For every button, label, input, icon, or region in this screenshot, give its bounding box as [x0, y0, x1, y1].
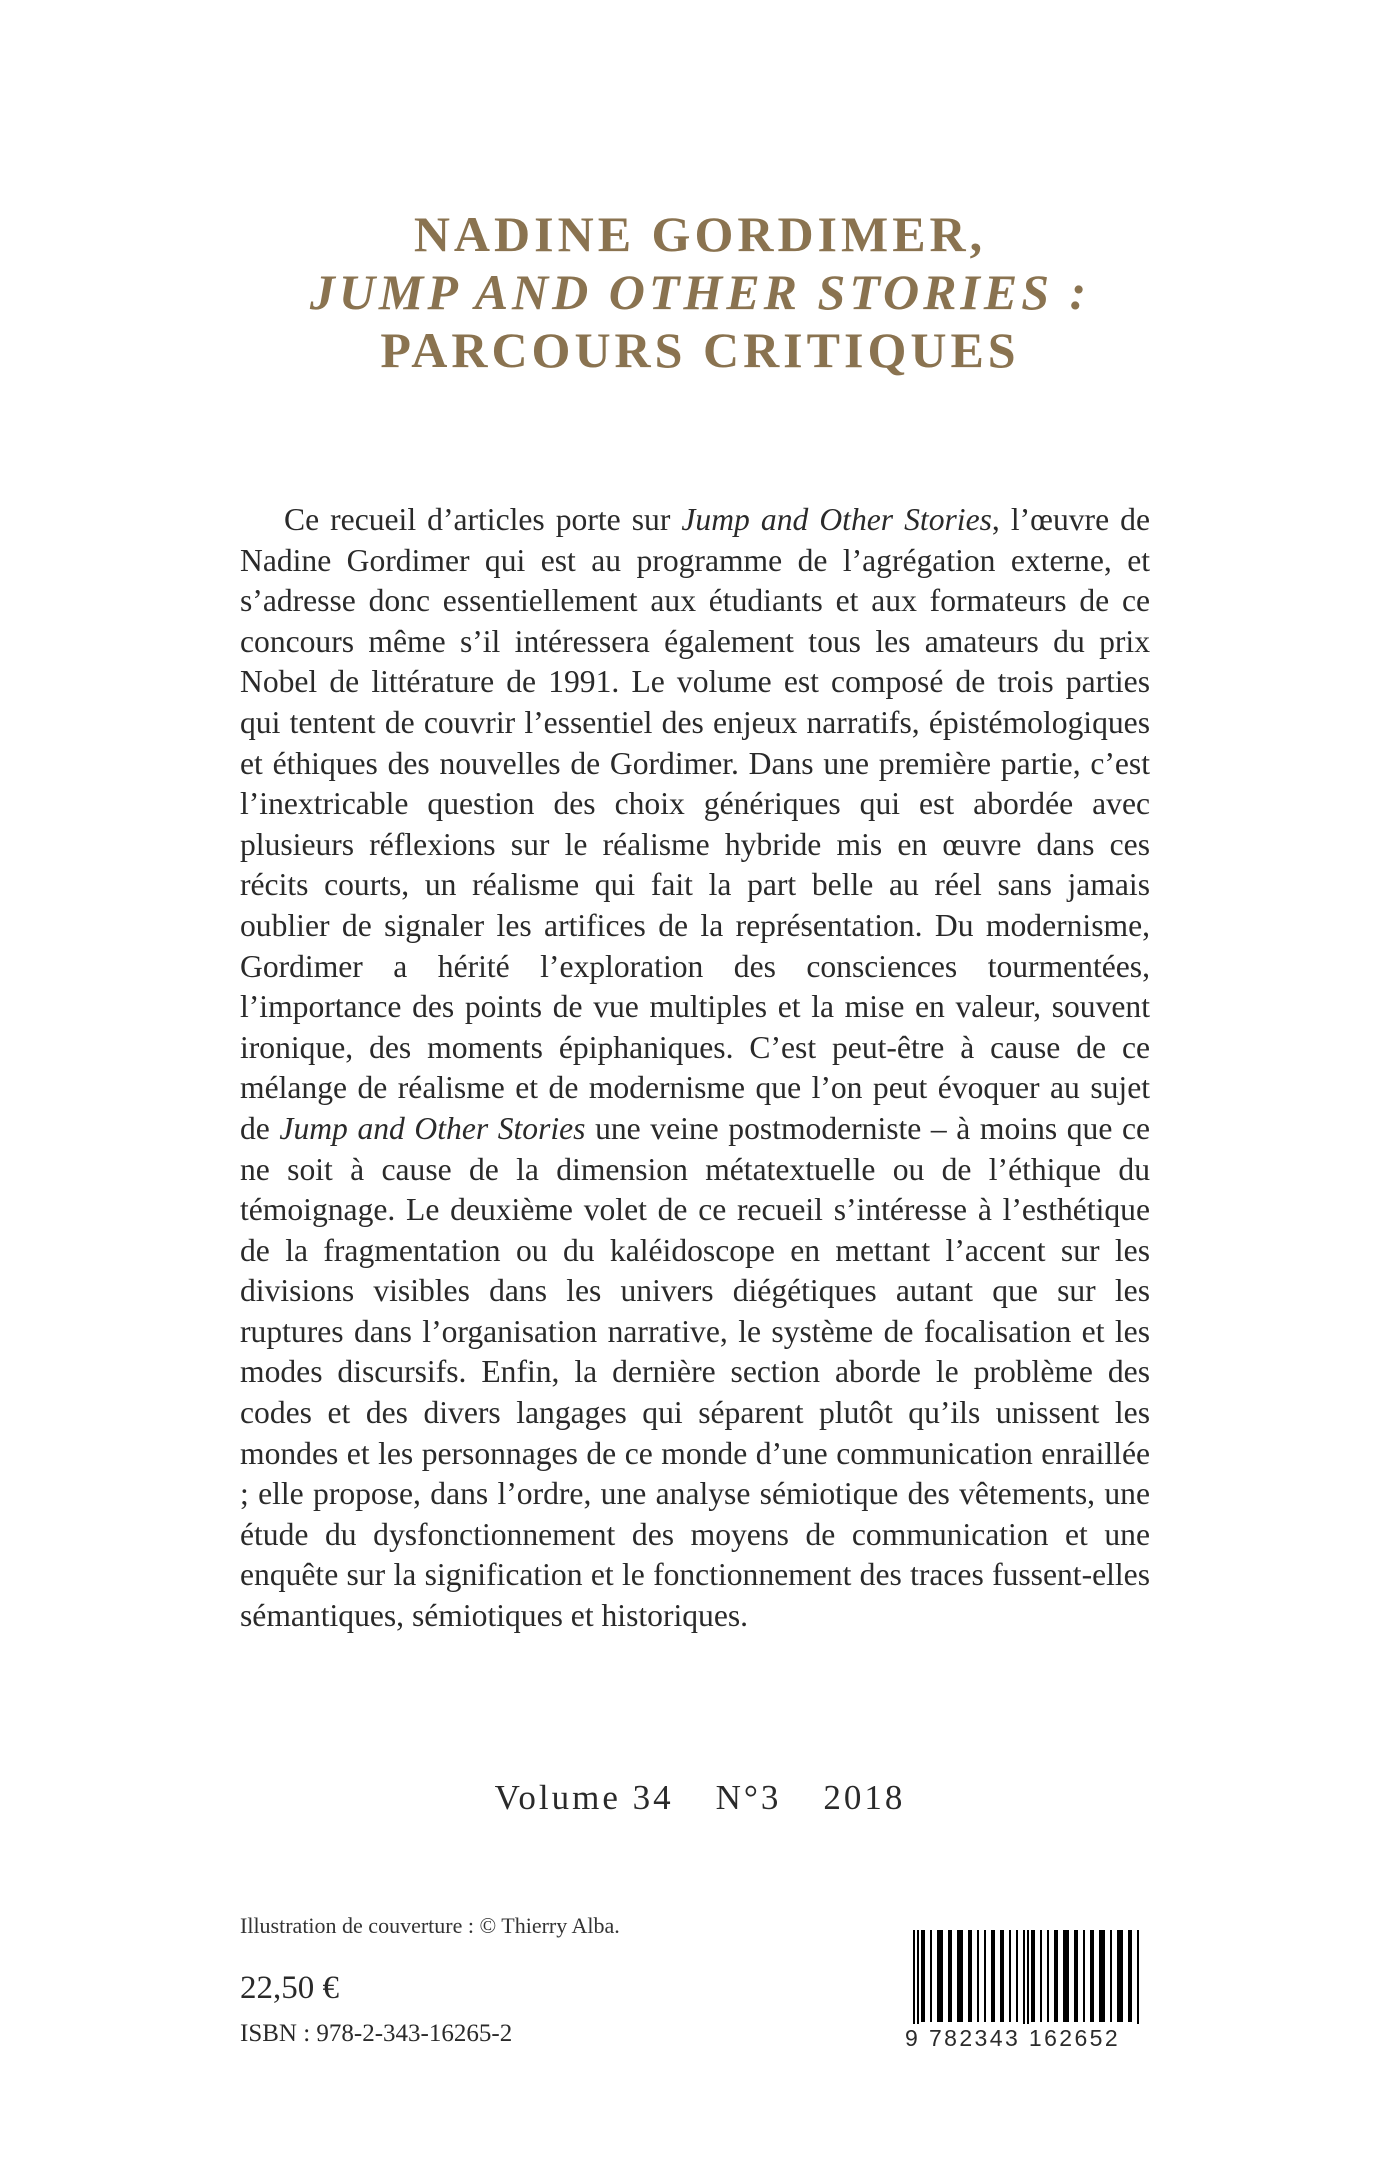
barcode-bar: [1040, 1930, 1042, 2022]
title-line-2: JUMP AND OTHER STORIES :: [309, 264, 1091, 320]
barcode-bar: [1031, 1930, 1035, 2022]
title-line-3: PARCOURS CRITIQUES: [380, 322, 1020, 378]
summary-part-2: , l’œuvre de Nadine Gordimer qui est au programme de l’agrégation externe, et s’adresse donc essentiellement aux étudiants et aux formateurs de ce concours même s’il intéressera également tous les amateurs du prix Nobel de littérature de 1991. Le volume est composé de trois parties qui tentent de couvrir l’essentiel des enjeux narratifs, épistémologiques et éthiques des nouvelles de Gordimer. Dans une première partie, c’est l’inextricable question des choix génériques qui est abordée avec plusieurs réflexions sur le réalisme hybride mis en œuvre dans ces récits courts, un réalisme qui fait la part belle au réel sans jamais oublier de signaler les artifices de la représentation. Du modernisme, Gordimer a hérité l’exploration des consciences tourmentées, l’importance des points de vue multiples et la mise en valeur, souvent ironique, des moments épiphaniques. C’est peut-être à cause de ce mélange de réalisme et de modernisme que l’on peut évoquer au sujet de: [240, 502, 1150, 1146]
barcode-bar: [1083, 1930, 1085, 2022]
price: 22,50 €: [240, 1970, 339, 2006]
barcode-bar: [1090, 1930, 1094, 2022]
issue-info: [0, 1778, 1400, 1818]
barcode-digits: 9 782343 162652: [905, 2024, 1140, 2052]
title-line-1: NADINE GORDIMER,: [413, 206, 987, 262]
isbn: ISBN : 978-2-343-16265-2: [240, 2020, 513, 2047]
summary-part-1: Ce recueil d’articles porte sur: [284, 502, 682, 537]
barcode-bar: [921, 1930, 925, 2022]
summary-part-3: une veine postmoderniste – à moins que ce ne soit à cause de la dimension métatextuelle ou de l’éthique du témoignage. Le deuxième volet de ce recueil s’intéresse à l’esthétique de la fragmentation ou du kaléidoscope en mettant l’accent sur les divisions visibles dans les univers diégétiques autant que sur les ruptures dans l’organisation narrative, le système de focalisation et les modes discursifs. Enfin, la dernière section aborde le problème des codes et des divers langages qui séparent plutôt qu’ils unissent les mondes et les personnages de ce monde d’une communication enraillée ; elle propose, dans l’ordre, une analyse sémiotique des vêtements, une étude du dysfonctionnement des moyens de communication et une enquête sur la signification et le fonctionnement des traces fussent-elles sémantiques, sémiotiques et historiques.: [240, 1110, 1150, 1634]
barcode-bar: [984, 1930, 986, 2022]
barcode-bar: [930, 1930, 932, 2022]
barcode-bar: [1000, 1930, 1004, 2022]
issue-year: 2018: [823, 1778, 906, 1817]
back-cover-summary: [240, 500, 1150, 1637]
barcode-bar: [1110, 1930, 1112, 2022]
barcode-bar: [937, 1930, 943, 2022]
barcode-bar: [1128, 1930, 1132, 2022]
barcode-bar: [948, 1930, 952, 2022]
book-title: [0, 205, 1400, 379]
barcode-bar: [1047, 1930, 1049, 2022]
barcode-bar: [968, 1930, 972, 2022]
barcode-bar: [1099, 1930, 1105, 2022]
summary-italic-title-1: Jump and Other Stories: [681, 502, 992, 537]
barcode-bar: [1054, 1930, 1058, 2022]
barcode-bar: [1074, 1930, 1078, 2022]
issue-number: N°3: [715, 1778, 782, 1817]
barcode-bar: [1016, 1930, 1018, 2022]
summary-italic-title-2: Jump and Other Stories: [279, 1110, 586, 1146]
barcode-bar: [977, 1930, 979, 2022]
issue-volume: Volume 34: [494, 1778, 674, 1817]
barcode-bar: [1063, 1930, 1069, 2022]
barcode-bar: [1117, 1930, 1123, 2022]
barcode-bar: [1009, 1930, 1011, 2022]
barcode-bar: [957, 1930, 963, 2022]
cover-credit: Illustration de couverture : © Thierry Alba.: [240, 1913, 620, 1938]
barcode-bar: [991, 1930, 995, 2022]
